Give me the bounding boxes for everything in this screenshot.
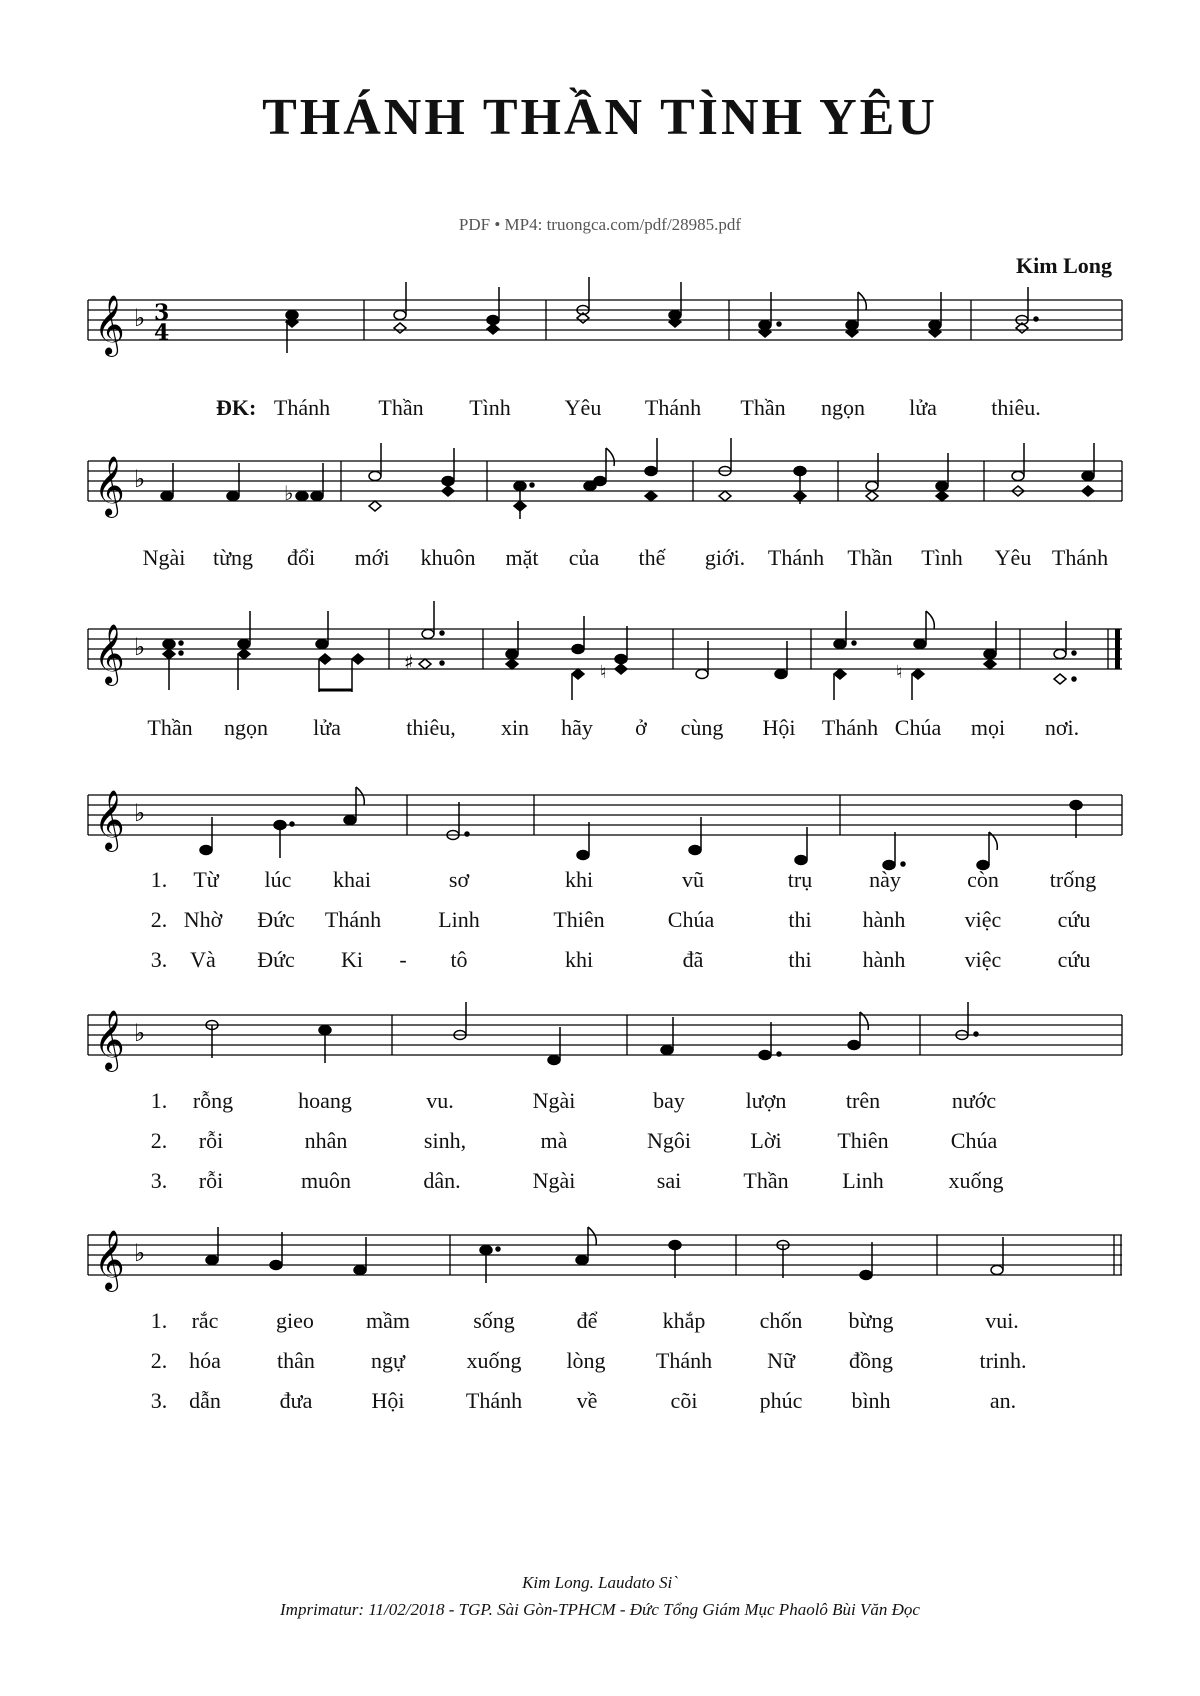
- verse-number: 3.: [150, 1168, 168, 1193]
- verse-number: 1.: [150, 1308, 168, 1333]
- lyric-syllable: còn: [967, 867, 999, 892]
- verse-number: 2.: [150, 907, 168, 932]
- lyric-syllable: Thiên: [837, 1128, 889, 1153]
- lyric-syllable: Lời: [750, 1128, 782, 1153]
- time-signature-top: 3: [154, 300, 170, 326]
- verse-1-line: [0, 1088, 1200, 1128]
- lyric-syllable: khắp: [662, 1308, 706, 1333]
- lyric-syllable: trống: [1049, 867, 1097, 892]
- verse-number: 1.: [150, 867, 168, 892]
- lyric-syllable: Ngài: [142, 545, 186, 570]
- lyric-syllable: ngọn: [224, 715, 268, 740]
- lyric-syllable: cùng: [680, 715, 724, 740]
- lyric-syllable: cõi: [670, 1388, 698, 1413]
- lyric-syllable: Ngôi: [647, 1128, 691, 1153]
- lyric-syllable: việc: [964, 947, 1002, 972]
- verse-lyrics-system-5: [0, 1088, 1200, 1218]
- lyric-syllable: Ngài: [532, 1168, 576, 1193]
- song-title: THÁNH THẦN TÌNH YÊU: [262, 89, 938, 146]
- lyric-syllable: hành: [862, 947, 906, 972]
- lyric-syllable: rỗi: [198, 1128, 224, 1153]
- lyric-syllable: ở: [635, 715, 647, 740]
- lyric-syllable: này: [869, 867, 901, 892]
- svg-text:♯: ♯: [404, 650, 414, 674]
- lyric-syllable: bừng: [848, 1308, 894, 1333]
- flat-key-signature: ♭: [134, 304, 146, 332]
- verse-lyrics-system-4: [0, 867, 1200, 997]
- staff-system-6: [0, 1215, 1200, 1315]
- lyric-syllable: Thánh: [465, 1388, 523, 1413]
- treble-clef-icon: 𝄞: [94, 1010, 125, 1070]
- lyric-syllable: của: [568, 545, 600, 570]
- lyric-syllable: hành: [862, 907, 906, 932]
- lyric-syllable: khi: [564, 947, 594, 972]
- lyric-syllable: trinh.: [979, 1348, 1027, 1373]
- composer-name: Kim Long: [1016, 253, 1112, 278]
- lyric-syllable: Linh: [842, 1168, 884, 1193]
- lyric-syllable: Chúa: [894, 715, 942, 740]
- lyric-syllable: sơ: [448, 867, 470, 892]
- lyric-syllable: Thiên: [553, 907, 605, 932]
- flat-key-signature: ♭: [134, 465, 146, 493]
- lyric-syllable: lòng: [566, 1348, 606, 1373]
- lyric-syllable: tô: [450, 947, 468, 972]
- lyric-syllable: Thánh: [324, 907, 382, 932]
- lyric-syllable: ngự: [371, 1348, 405, 1373]
- verse-3-line: [0, 947, 1200, 987]
- lyric-syllable: sinh,: [423, 1128, 467, 1153]
- flat-key-signature: ♭: [134, 633, 146, 661]
- lyric-syllable: lượn: [745, 1088, 787, 1113]
- svg-text:♮: ♮: [600, 662, 607, 683]
- lyric-syllable: hãy: [561, 715, 593, 740]
- lyric-syllable: xuống: [948, 1168, 1004, 1193]
- lyric-syllable: an.: [989, 1388, 1017, 1413]
- lyric-syllable: vu.: [426, 1088, 454, 1113]
- lyric-syllable: vũ: [682, 867, 704, 892]
- lyric-syllable: Yêu: [564, 395, 602, 420]
- lyric-syllable: Thánh: [1051, 545, 1109, 570]
- lyric-syllable: đồng: [849, 1348, 893, 1373]
- lyric-syllable: Thánh: [273, 395, 331, 420]
- lyric-syllable: mặt: [505, 545, 539, 570]
- lyric-syllable: thân: [277, 1348, 315, 1373]
- verse-number: 3.: [150, 947, 168, 972]
- lyric-syllable: sai: [656, 1168, 682, 1193]
- lyric-syllable: cứu: [1057, 907, 1091, 932]
- treble-clef-icon: 𝄞: [94, 1230, 125, 1290]
- verse-2-line: [0, 1128, 1200, 1168]
- lyric-syllable: mọi: [970, 715, 1006, 740]
- verse-number: 1.: [150, 1088, 168, 1113]
- verse-number: 3.: [150, 1388, 168, 1413]
- lyric-syllable: đổi: [286, 545, 316, 570]
- lyric-hyphen: -: [399, 947, 407, 972]
- lyric-syllable: nơi.: [1044, 715, 1080, 740]
- staff-system-1: [0, 275, 1200, 365]
- lyric-syllable: lửa: [909, 395, 937, 420]
- treble-clef-icon: 𝄞: [94, 624, 125, 684]
- lyric-syllable: từng: [212, 545, 254, 570]
- lyric-syllable: mà: [540, 1128, 568, 1153]
- lyric-syllable: cứu: [1057, 947, 1091, 972]
- lyric-syllable: rỗi: [198, 1168, 224, 1193]
- treble-clef-icon: 𝄞: [94, 295, 125, 355]
- lyric-syllable: khuôn: [420, 545, 476, 570]
- verse-2-line: [0, 1348, 1200, 1388]
- lyric-syllable: Yêu: [994, 545, 1032, 570]
- lyric-syllable: Tình: [469, 395, 511, 420]
- staff-system-4: [0, 770, 1200, 870]
- lyric-syllable: thi: [788, 947, 812, 972]
- lyric-syllable: rỗng: [192, 1088, 234, 1113]
- lyric-syllable: Ki: [341, 947, 363, 972]
- lyric-syllable: mới: [354, 545, 390, 570]
- lyric-syllable: Nữ: [767, 1348, 795, 1373]
- lyric-syllable: Thần: [740, 395, 786, 420]
- lyric-syllable: lúc: [264, 867, 292, 892]
- svg-text:♭: ♭: [284, 481, 294, 505]
- lyric-syllable: về: [576, 1388, 598, 1413]
- lyric-syllable: Chúa: [950, 1128, 998, 1153]
- lyric-syllable: Thần: [378, 395, 424, 420]
- lyric-syllable: đưa: [279, 1388, 313, 1413]
- lyric-syllable: trụ: [787, 867, 813, 892]
- lyric-syllable: bình: [851, 1388, 891, 1413]
- footer-credit-line: Kim Long. Laudato Si`: [522, 1573, 678, 1592]
- lyric-syllable: thi: [788, 907, 812, 932]
- lyric-syllable: Nhờ: [183, 907, 223, 932]
- lyric-syllable: Tình: [921, 545, 963, 570]
- treble-clef-icon: 𝄞: [94, 790, 125, 850]
- lyric-syllable: sống: [473, 1308, 515, 1333]
- final-barline: [1115, 629, 1120, 669]
- refrain-label: ĐK:: [216, 395, 257, 420]
- verse-2-line: [0, 907, 1200, 947]
- lyric-syllable: Hội: [371, 1388, 405, 1413]
- source-link-text: PDF • MP4: truongca.com/pdf/28985.pdf: [458, 215, 742, 234]
- verse-1-line: [0, 1308, 1200, 1348]
- treble-clef-icon: 𝄞: [94, 456, 125, 516]
- verse-lyrics-system-6: [0, 1308, 1200, 1438]
- staff-system-3: [0, 590, 1200, 700]
- time-signature-bottom: 4: [154, 320, 170, 346]
- lyric-syllable: đã: [682, 947, 704, 972]
- lyric-syllable: hoang: [298, 1088, 352, 1113]
- lyric-syllable: thiêu,: [406, 715, 456, 740]
- lyric-syllable: Thánh: [767, 545, 825, 570]
- verse-3-line: [0, 1168, 1200, 1208]
- lyric-syllable: vui.: [985, 1308, 1019, 1333]
- lyric-syllable: xin: [500, 715, 530, 740]
- lyric-syllable: chốn: [759, 1308, 803, 1333]
- lyric-syllable: Hội: [762, 715, 796, 740]
- flat-key-signature: ♭: [134, 1019, 146, 1047]
- lyric-syllable: Thần: [743, 1168, 789, 1193]
- flat-key-signature: ♭: [134, 1239, 146, 1267]
- lyric-syllable: bay: [653, 1088, 685, 1113]
- lyric-syllable: ngọn: [821, 395, 865, 420]
- lyric-syllable: Thánh: [655, 1348, 713, 1373]
- verse-3-line: [0, 1388, 1200, 1428]
- lyric-syllable: dân.: [423, 1168, 461, 1193]
- lyric-syllable: Ngài: [532, 1088, 576, 1113]
- verse-1-line: [0, 867, 1200, 907]
- lyric-syllable: nước: [951, 1088, 997, 1113]
- lyric-syllable: rắc: [191, 1308, 219, 1333]
- lyric-syllable: thế: [638, 545, 666, 570]
- lyric-syllable: mầm: [366, 1308, 410, 1333]
- lyric-syllable: xuống: [466, 1348, 522, 1373]
- lyric-syllable: để: [576, 1308, 598, 1333]
- lyric-syllable: Chúa: [667, 907, 715, 932]
- staff-system-2: [0, 425, 1200, 525]
- lyric-syllable: việc: [964, 907, 1002, 932]
- lyric-syllable: thiêu.: [991, 395, 1041, 420]
- staff-system-5: [0, 995, 1200, 1095]
- lyric-syllable: nhân: [304, 1128, 348, 1153]
- lyric-syllable: Và: [190, 947, 216, 972]
- lyric-syllable: muôn: [300, 1168, 352, 1193]
- lyric-syllable: Từ: [193, 867, 219, 892]
- lyric-syllable: Đức: [257, 947, 295, 972]
- footer-imprimatur-line: Imprimatur: 11/02/2018 - TGP. Sài Gòn-TPHCM - Đức Tổng Giám Mục Phaolô Bùi Văn Đọc: [280, 1600, 920, 1619]
- lyric-syllable: Linh: [438, 907, 480, 932]
- lyric-syllable: Thần: [847, 545, 893, 570]
- refrain-lyrics-line-3: [0, 715, 1200, 755]
- lyric-syllable: trên: [845, 1088, 881, 1113]
- verse-number: 2.: [150, 1348, 168, 1373]
- refrain-lyrics-line-2: [0, 545, 1200, 585]
- lyric-syllable: khai: [333, 867, 371, 892]
- verse-number: 2.: [150, 1128, 168, 1153]
- lyric-syllable: Thánh: [644, 395, 702, 420]
- lyric-syllable: Thần: [147, 715, 193, 740]
- lyric-syllable: giới.: [704, 545, 746, 570]
- lyric-syllable: lửa: [313, 715, 341, 740]
- lyric-syllable: dẫn: [189, 1388, 221, 1413]
- lyric-syllable: Đức: [257, 907, 295, 932]
- svg-text:♮: ♮: [896, 662, 903, 683]
- lyric-syllable: hóa: [189, 1348, 221, 1373]
- lyric-syllable: gieo: [276, 1308, 314, 1333]
- lyric-syllable: khi: [564, 867, 594, 892]
- lyric-syllable: phúc: [759, 1388, 803, 1413]
- lyric-syllable: Thánh: [821, 715, 879, 740]
- flat-key-signature: ♭: [134, 799, 146, 827]
